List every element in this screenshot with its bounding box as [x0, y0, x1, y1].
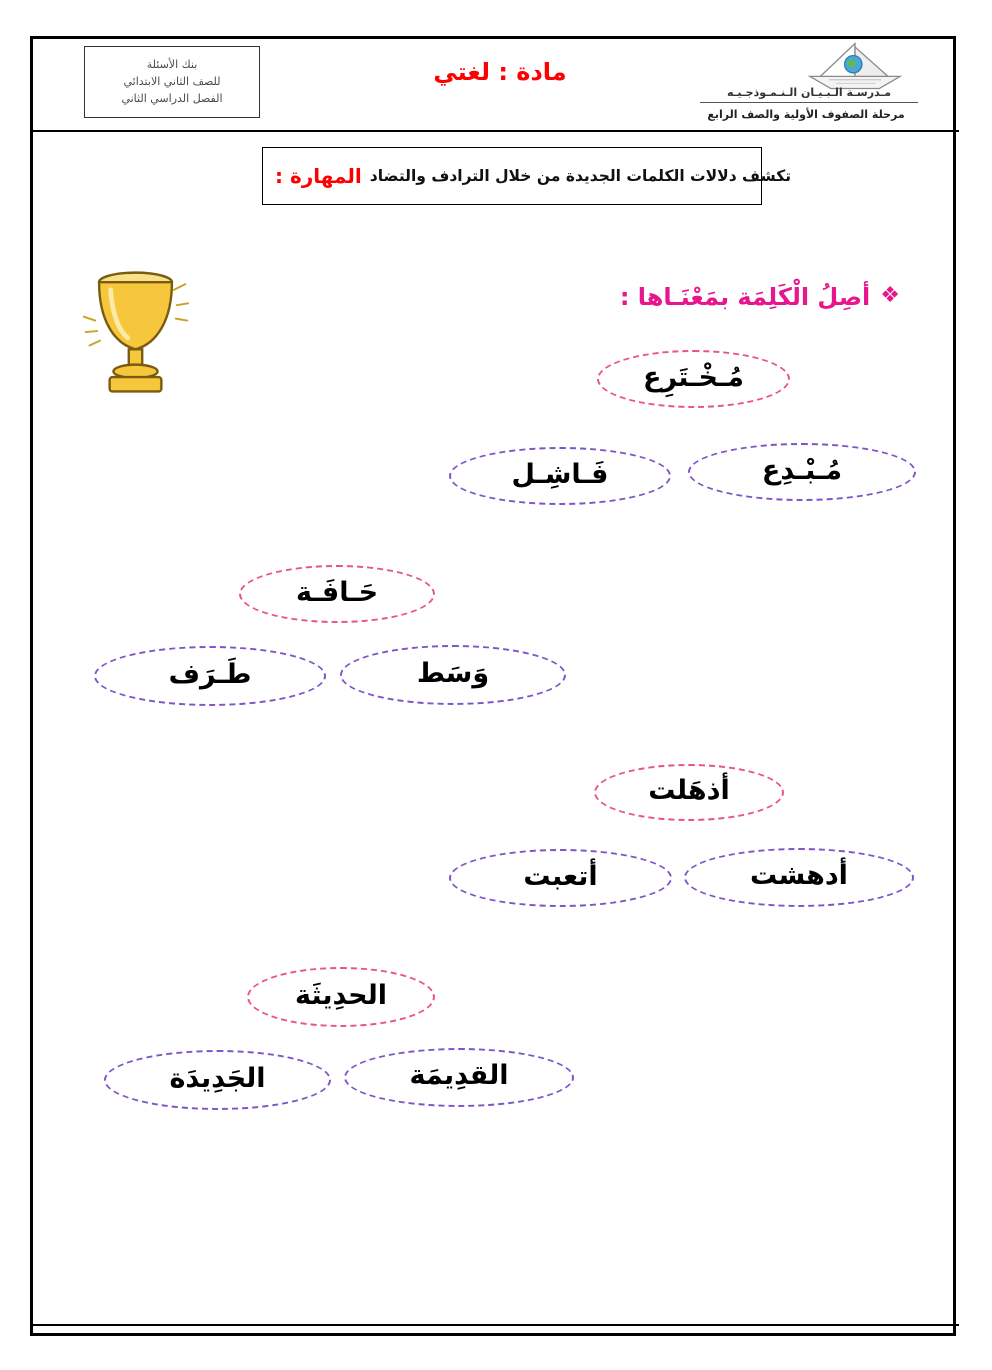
option-word [340, 645, 566, 705]
instruction-text: أصِلُ الْكَلِمَة بمَعْنَـاها : [619, 283, 871, 311]
question-bank-box [84, 46, 260, 118]
exercise-instruction [540, 283, 900, 311]
prompt-word-label: الحدِيثَة [295, 979, 387, 1011]
prompt-word [247, 967, 435, 1027]
prompt-word [594, 764, 784, 821]
option-word-label: أدهشت [750, 860, 848, 891]
option-word [449, 447, 671, 505]
school-name: مـدرسـة الـبـيـان الـنـمـوذجـيـه [700, 86, 918, 103]
option-word [684, 848, 914, 907]
option-word-label: أتعبت [523, 860, 598, 892]
bank-line-3: الفصل الدراسي الثاني [121, 91, 223, 105]
option-word [449, 849, 672, 907]
prompt-word-label: أذهَلت [648, 775, 730, 806]
option-word [688, 443, 916, 501]
option-word [344, 1048, 574, 1107]
prompt-word-label: مُـخْـتَرِع [643, 361, 744, 393]
option-word-label: طَـرَف [168, 658, 252, 690]
skill-text: تكشف دلالات الكلمات الجديدة من خلال الترادف والتضاد [369, 167, 792, 185]
prompt-word [597, 350, 790, 408]
prompt-word [239, 565, 435, 623]
option-word-label: فَـاشِـل [511, 458, 609, 490]
option-word-label: وَسَط [416, 657, 490, 689]
option-word [104, 1050, 331, 1110]
header-divider [33, 130, 959, 132]
bank-line-2: للصف الثاني الابتدائي [123, 75, 221, 89]
prompt-word-label: حَـافَـة [295, 576, 379, 608]
diamond-bullet-icon: ❖ [880, 283, 900, 308]
trophy-icon [78, 258, 193, 408]
option-word-label: القدِيمَة [409, 1060, 509, 1091]
school-stage: مرحلة الصفوف الأولية والصف الرابع [707, 108, 905, 121]
option-word-label: الجَدِيدَة [169, 1062, 266, 1094]
bank-line-1: بنك الأسئلة [146, 58, 198, 72]
option-word-label: مُـبْـدِع [761, 454, 843, 486]
skill-label: المهارة : [275, 164, 362, 188]
school-logo-icon [795, 40, 915, 92]
subject-title: مادة : لغتي [433, 58, 567, 86]
footer-divider [33, 1324, 959, 1326]
option-word [94, 646, 326, 706]
skill-box [262, 147, 792, 205]
